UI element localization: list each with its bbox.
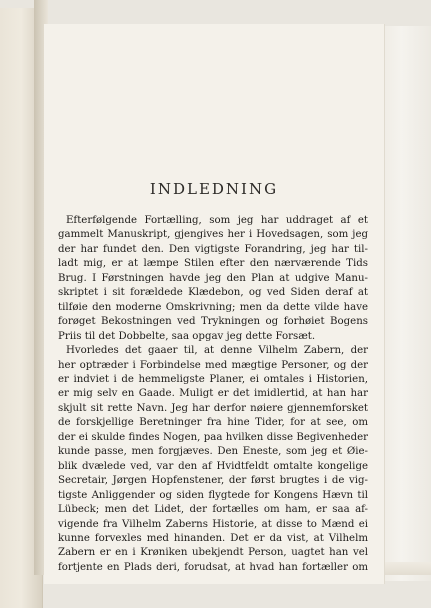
text-line: ladt mig, er at læmpe Stilen efter den nærværende Tids [58, 258, 368, 270]
text-line: Priis til det Dobbelte, saa opgav jeg dette Forsæt. [58, 330, 316, 342]
text-line: her optræder i Forbindelse med mægtige Personer, og der [58, 359, 368, 371]
chapter-title: INDLEDNING [149, 180, 279, 198]
text-line: Brug. I Førstningen havde jeg den Plan at udgive Manu- [58, 272, 368, 284]
text-line: Lübeck; men det Lidet, der fortælles om ham, er saa af- [58, 504, 368, 516]
text-line: vigende fra Vilhelm Zaberns Historie, at disse to Mænd ei [58, 518, 368, 530]
text-line: Efterfølgende Fortælling, som jeg har uddraget af et [66, 215, 368, 226]
text-line: de forskjellige Beretninger fra hine Tider, for at see, om [58, 417, 368, 429]
body-text [58, 214, 368, 575]
text-line: kunne forvexles med hinanden. Det er da vist, at Vilhelm [58, 532, 368, 544]
page-stack-edge [382, 26, 431, 581]
text-line: kunde passe, men forgjæves. Den Eneste, som jeg et Øie- [58, 446, 368, 458]
text-line: gammelt Manuskript, gjengives her i Hovedsagen, som jeg [58, 229, 368, 241]
text-line: skriptet i sit forældede Klædebon, og ved Siden deraf at [58, 287, 368, 299]
text-line: skjult sit rette Navn. Jeg har derfor nøiere gjennemforsket [58, 402, 368, 414]
text-line: er indviet i de hemmeligste Planer, ei omtales i Historien, [58, 373, 368, 385]
text-line: blik dvælede ved, var den af Hvidtfeldt omtalte kongelige [58, 460, 368, 472]
text-line: der har fundet den. Den vigtigste Forandring, jeg har til- [58, 243, 368, 255]
text-line: forøget Bekostningen ved Trykningen og forhøiet Bogens [58, 316, 368, 328]
text-line: der ei skulde findes Nogen, paa hvilken disse Begivenheder [58, 431, 368, 443]
text-line: tigste Anliggender og siden flygtede for Kongens Hævn til [58, 489, 368, 501]
text-line: Zabern er en i Krøniken ubekjendt Person, uagtet han vel [58, 547, 368, 559]
text-line: tilføie den moderne Omskrivning; men da dette vilde have [58, 301, 368, 313]
text-line: Secretair, Jørgen Hopfenstener, der først brugtes i de vig- [58, 475, 368, 487]
text-line: er mig selv en Gaade. Muligt er det imidlertid, at han har [58, 388, 368, 400]
text-line: Hvorledes det gaaer til, at denne Vilhelm Zabern, der [66, 345, 368, 357]
text-line: fortjente en Plads deri, forudsat, at hvad han fortæller om [58, 561, 368, 573]
